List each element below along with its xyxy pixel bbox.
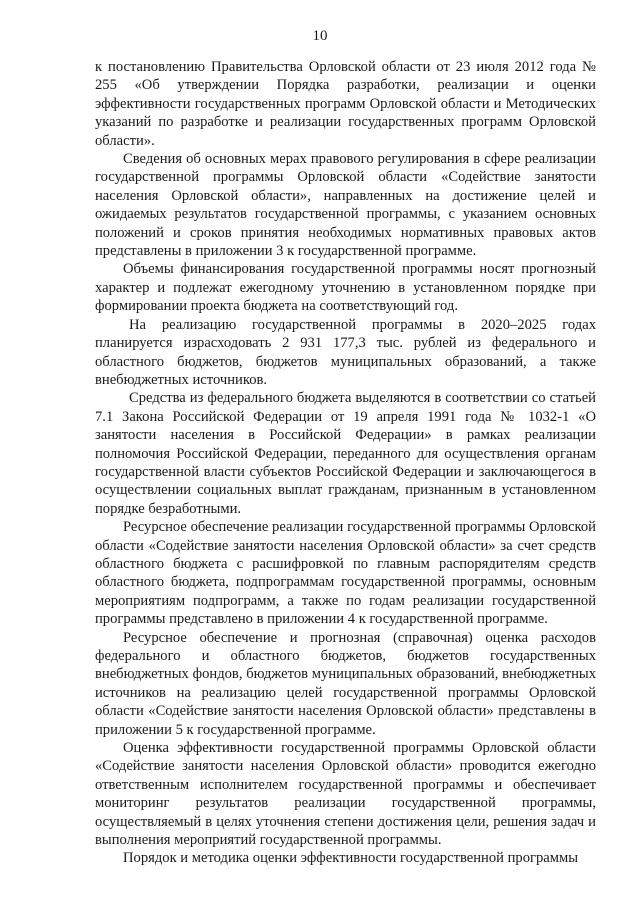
paragraph-2: Сведения об основных мерах правового регулирования в сфере реализации государственной программы Орловской области «Содействие занятости населения Орловской области», направленных на достижение целей и ожидаемых результатов государственной программы, с указанием основных положений и сроков принятия необходимых нормативных правовых актов представлены в приложении 3 к государственной программе. xyxy=(95,151,596,260)
paragraph-3: Объемы финансирования государственной программы носят прогнозный характер и подлежат ежегодному уточнению в установленном порядке при формировании проекта бюджета на соответствующий год. xyxy=(95,261,596,315)
page-number: 10 xyxy=(312,28,328,44)
paragraph-7: Ресурсное обеспечение и прогнозная (справочная) оценка расходов федерального и областного бюджетов, бюджетов государственных внебюджетных фондов, бюджетов муниципальных образований, внебюджетных источников на реализацию целей государственной программы Орловской области «Содействие занятости населения Орловской области» представлены в приложении 5 к государственной программе. xyxy=(95,629,596,738)
paragraph-5: Средства из федерального бюджета выделяются в соответствии со статьей 7.1 Закона Российской Федерации от 19 апреля 1991 года № 1032-1 «О занятости населения в Российской Федерации» в рамках реализации полномочия Российской Федерации, переданного для осуществления органам государственной власти субъектов Российской Федерации и заключающегося в осуществлении социальных выплат гражданам, признанным в установленном порядке безработными. xyxy=(95,390,596,517)
paragraph-4: На реализацию государственной программы в 2020–2025 годах планируется израсходовать 2 931 177,3 тыс. рублей из федерального и областного бюджетов, бюджетов муниципальных образований, а также внебюджетных источников. xyxy=(95,316,596,388)
paragraph-1: к постановлению Правительства Орловской области от 23 июля 2012 года № 255 «Об утверждении Порядка разработки, реализации и оценки эффективности государственных программ Орловской области и Методических указаний по разработке и реализации государственных программ Орловской области». xyxy=(95,59,596,149)
paragraph-6: Ресурсное обеспечение реализации государственной программы Орловской области «Содействие занятости населения Орловской области» за счет средств областного бюджета с расшифровкой по главным распорядителям средств областного бюджета, подпрограммам государственной программы, основным мероприятиям подпрограмм, а также по годам реализации государственной программы представлено в приложении 4 к государственной программе. xyxy=(95,519,596,628)
document-body xyxy=(95,58,596,868)
paragraph-8: Оценка эффективности государственной программы Орловской области «Содействие занятости населения Орловской области» проводится ежегодно ответственным исполнителем государственной программы и обеспечивает мониторинг результатов реализации государственной программы, осуществляемый в целях уточнения степени достижения цели, решения задач и выполнения мероприятий государственной программы. xyxy=(95,740,596,849)
paragraph-9: Порядок и методика оценки эффективности государственной программы xyxy=(123,850,579,867)
